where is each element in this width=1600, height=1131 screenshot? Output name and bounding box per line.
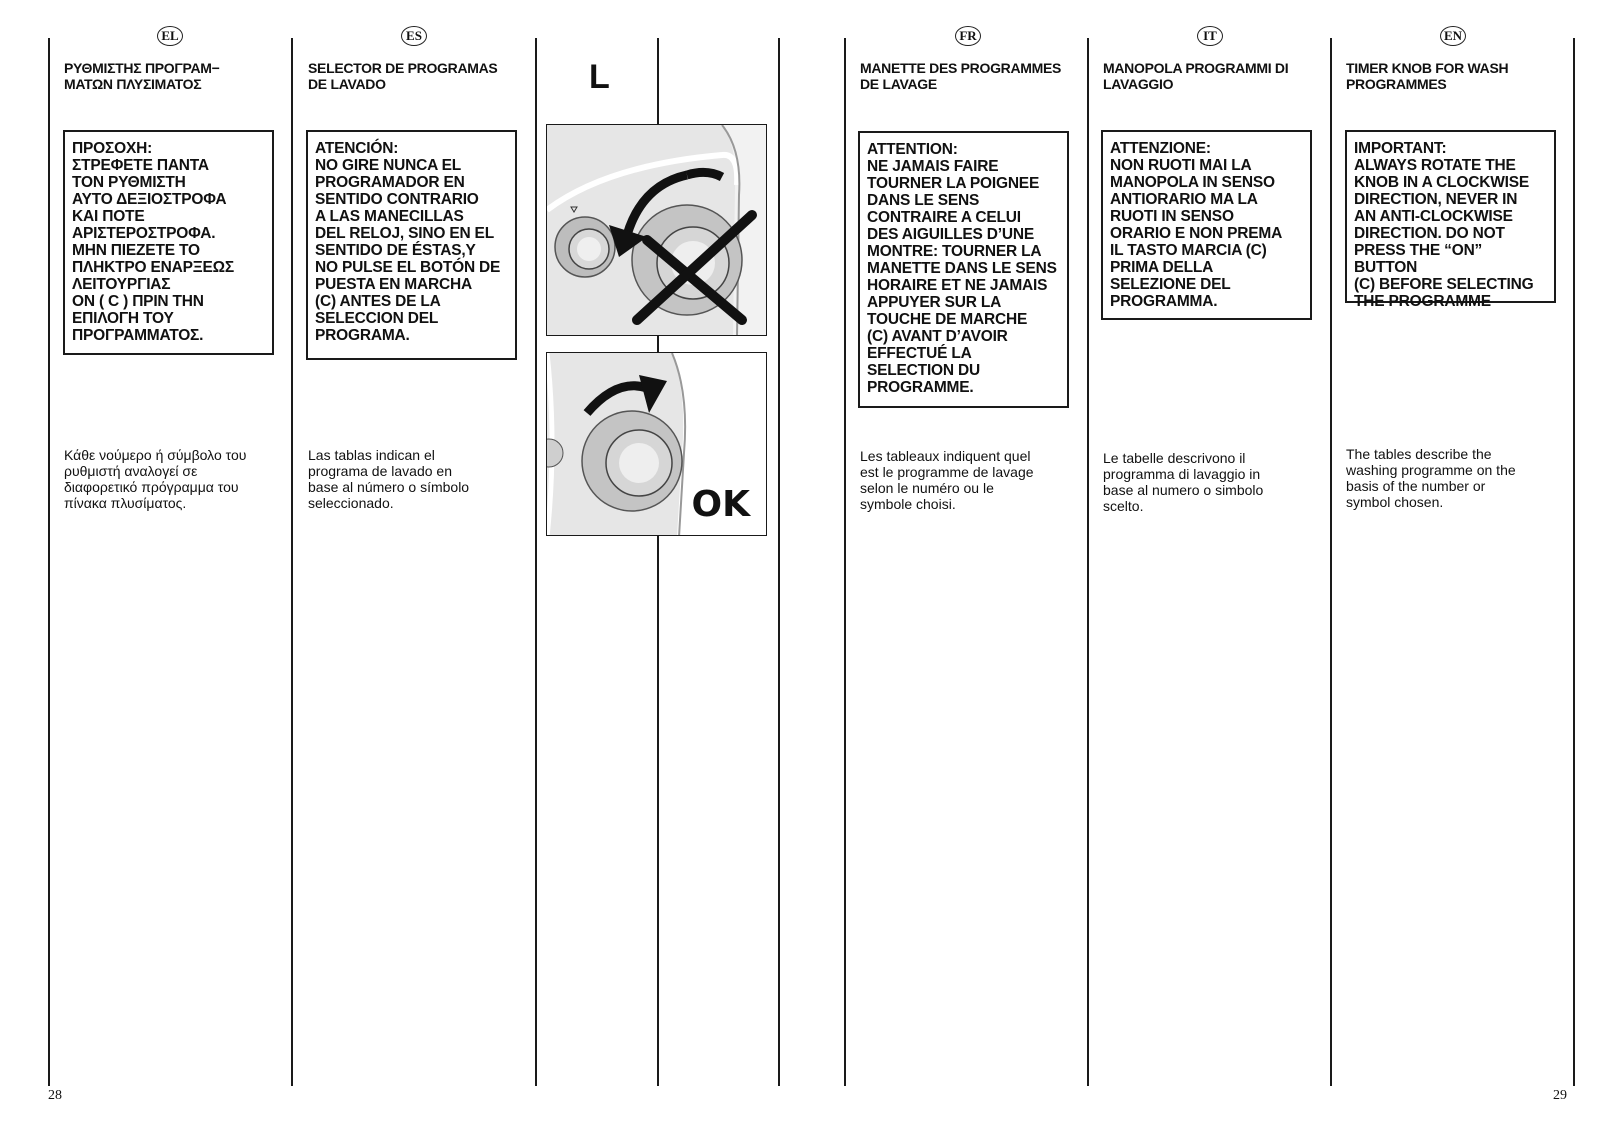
knob-wrong-direction-figure <box>546 124 767 336</box>
column-divider <box>1330 38 1332 1086</box>
figure-letter: L <box>589 58 610 96</box>
warning-box-el: ΠΡΟΣΟΧΗ: ΣΤΡΕΦΕΤΕ ΠΑΝΤΑ ΤΟΝ ΡΥΘΜΙΣΤΗ ΑΥΤΟ ΔΕΞΙΟΣΤΡΟΦΑ ΚΑΙ ΠΟΤΕ ΑΡΙΣΤΕΡΟΣΤΡΟΦΑ. ΜΗΝ ΠΙΕΖΕΤΕ ΤΟ ΠΛΗΚΤΡΟ ΕΝΑΡΞΕΩΣ ΛΕΙΤΟΥΡΓΙΑΣ ON ( C ) ΠΡΙΝ ΤΗΝ ΕΠΙΛΟΓΗ ΤΟΥ ΠΡΟΓΡΑΜΜΑΤΟΣ. <box>63 130 274 355</box>
column-divider <box>844 38 846 1086</box>
section-heading-en: TIMER KNOB FOR WASH PROGRAMMES <box>1346 60 1509 92</box>
language-badge-es: ES <box>401 26 427 46</box>
description-it: Le tabelle descrivono il programma di lavaggio in base al numero o simbolo scelto. <box>1103 450 1264 514</box>
section-heading-fr: MANETTE DES PROGRAMMES DE LAVAGE <box>860 60 1062 92</box>
description-el: Κάθε νούμερο ή σύμβολο του ρυθμιστή αναλογεί σε διαφορετικό πρόγραμμα του πίνακα πλυσίματος. <box>64 447 247 511</box>
page-number-left: 28 <box>48 1088 62 1103</box>
description-en: The tables describe the washing programme on the basis of the number or symbol chosen. <box>1346 446 1516 510</box>
warning-box-en: IMPORTANT: ALWAYS ROTATE THE KNOB IN A CLOCKWISE DIRECTION, NEVER IN AN ANTI-CLOCKWISE DIRECTION. DO NOT PRESS THE “ON” BUTTON (C) BEFORE SELECTING THE PROGRAMME <box>1345 130 1556 303</box>
knob-crossed-illustration <box>547 125 767 336</box>
column-divider <box>778 38 780 1086</box>
column-divider <box>48 38 50 1086</box>
section-heading-el: ΡΥΘΜΙΣΤΗΣ ΠΡΟΓΡΑΜ− ΜΑΤΩΝ ΠΛΥΣΙΜΑΤΟΣ <box>64 60 220 92</box>
description-es: Las tablas indican el programa de lavado en base al número o símbolo seleccionado. <box>308 447 470 511</box>
column-divider <box>535 38 537 1086</box>
language-badge-en: EN <box>1440 26 1466 46</box>
section-heading-it: MANOPOLA PROGRAMMI DI LAVAGGIO <box>1103 60 1289 92</box>
warning-box-fr: ATTENTION: NE JAMAIS FAIRE TOURNER LA POIGNEE DANS LE SENS CONTRAIRE A CELUI DES AIGUILLES D’UNE MONTRE: TOURNER LA MANETTE DANS LE SENS HORAIRE ET NE JAMAIS APPUYER SUR LA TOUCHE DE MARCHE (C) AVANT D’AVOIR EFFECTUÉ LA SELECTION DU PROGRAMME. <box>858 131 1069 408</box>
description-fr: Les tableaux indiquent quel est le programme de lavage selon le numéro ou le symbole choisi. <box>860 448 1034 512</box>
warning-box-it: ATTENZIONE: NON RUOTI MAI LA MANOPOLA IN SENSO ANTIORARIO MA LA RUOTI IN SENSO ORARIO E NON PREMA IL TASTO MARCIA (C) PRIMA DELLA SELEZIONE DEL PROGRAMMA. <box>1101 130 1312 320</box>
column-divider <box>291 38 293 1086</box>
ok-label: OK <box>691 484 750 525</box>
warning-box-es: ATENCIÓN: NO GIRE NUNCA EL PROGRAMADOR EN SENTIDO CONTRARIO A LAS MANECILLAS DEL RELOJ, SINO EN EL SENTIDO DE ÉSTAS,Y NO PULSE EL BOTÓN DE PUESTA EN MARCHA (C) ANTES DE LA SELECCION DEL PROGRAMA. <box>306 130 517 360</box>
language-badge-fr: FR <box>955 26 981 46</box>
section-heading-es: SELECTOR DE PROGRAMAS DE LAVADO <box>308 60 498 92</box>
language-badge-el: EL <box>157 26 183 46</box>
page-number-right: 29 <box>1553 1088 1567 1103</box>
column-divider <box>1573 38 1575 1086</box>
language-badge-it: IT <box>1197 26 1223 46</box>
column-divider <box>1087 38 1089 1086</box>
knob-correct-direction-figure <box>546 352 767 536</box>
